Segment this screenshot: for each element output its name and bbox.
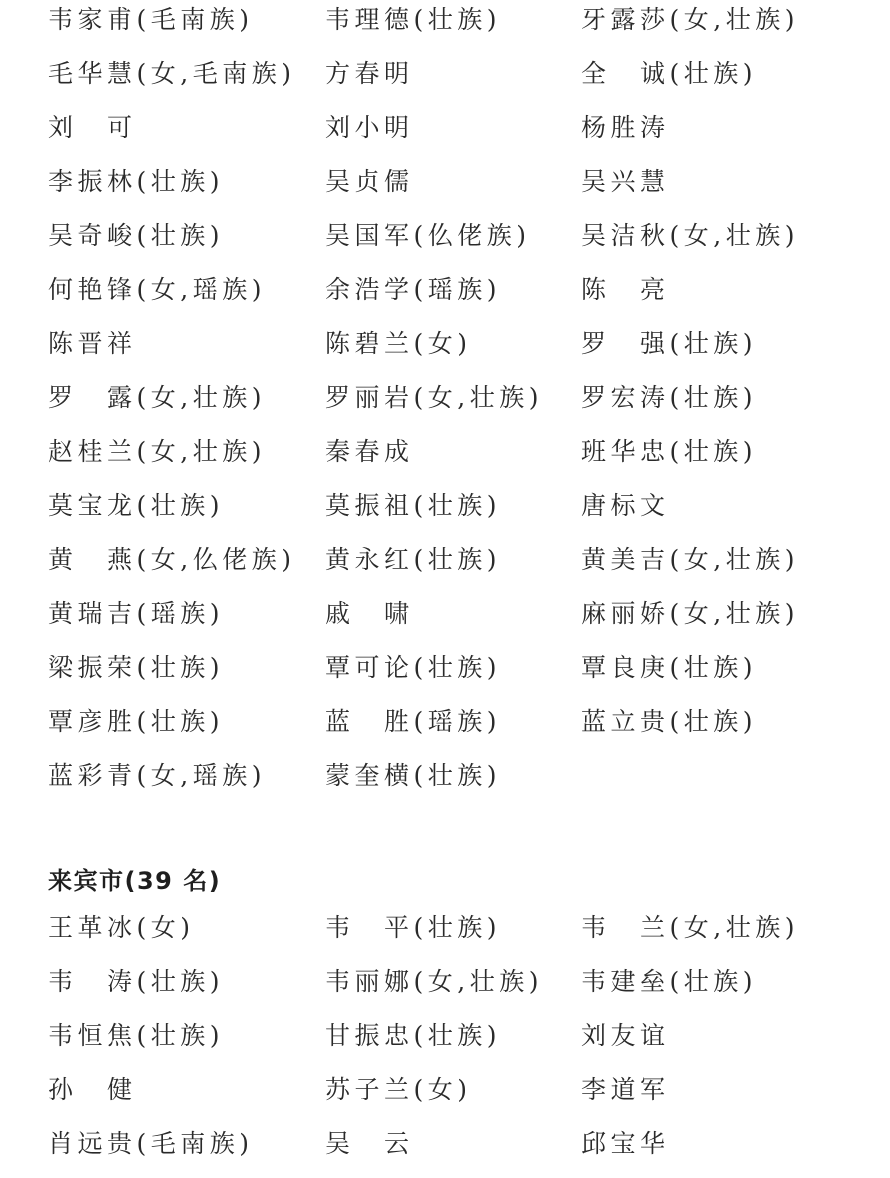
delegate-name: 戚 啸 [325,599,414,628]
delegate-name: 苏子兰(女) [325,1075,472,1104]
delegate-name: 方春明 [325,59,414,88]
delegate-name: 莫宝龙(壮族) [48,491,225,520]
delegate-name: 毛华慧(女,毛南族) [48,59,296,88]
delegate-name: 黄美吉(女,壮族) [581,545,799,574]
delegate-name: 覃良庚(壮族) [581,653,758,682]
delegate-name: 全 诚(壮族) [581,59,758,88]
delegate-name: 吴洁秋(女,壮族) [581,221,799,250]
delegate-name: 邱宝华 [581,1129,670,1158]
delegate-name: 孙 健 [48,1075,137,1104]
delegate-name: 韦恒焦(壮族) [48,1021,225,1050]
delegate-name: 陈 亮 [581,275,670,304]
delegate-name: 黄瑞吉(瑶族) [48,599,225,628]
delegate-name: 刘小明 [325,113,414,142]
delegate-name-list [48,0,890,810]
delegate-name: 杨胜涛 [581,113,670,142]
delegate-name: 韦 涛(壮族) [48,967,225,996]
delegate-name: 李道军 [581,1075,670,1104]
delegate-name: 陈碧兰(女) [325,329,472,358]
delegate-name: 王革冰(女) [48,913,195,942]
delegate-name: 覃可论(壮族) [325,653,502,682]
delegate-name: 韦理德(壮族) [325,5,502,34]
delegate-name: 韦丽娜(女,壮族) [325,967,543,996]
delegate-name: 何艳锋(女,瑶族) [48,275,266,304]
delegate-name: 韦 平(壮族) [325,913,502,942]
delegate-name: 刘友谊 [581,1021,670,1050]
delegate-name: 蓝 胜(瑶族) [325,707,502,736]
delegate-name: 韦 兰(女,壮族) [581,913,799,942]
delegate-name: 吴奇峻(壮族) [48,221,225,250]
delegate-name: 赵桂兰(女,壮族) [48,437,266,466]
delegate-name: 黄 燕(女,仫佬族) [48,545,296,574]
delegate-name: 韦家甫(毛南族) [48,5,254,34]
delegate-name: 罗 露(女,壮族) [48,383,266,412]
delegate-name: 罗丽岩(女,壮族) [325,383,543,412]
delegate-name: 蓝彩青(女,瑶族) [48,761,266,790]
delegate-name: 甘振忠(壮族) [325,1021,502,1050]
delegate-name: 吴贞儒 [325,167,414,196]
delegate-name: 覃彦胜(壮族) [48,707,225,736]
delegate-name: 唐标文 [581,491,670,520]
delegate-name: 蓝立贵(壮族) [581,707,758,736]
delegate-name: 韦建垒(壮族) [581,967,758,996]
delegate-name: 麻丽娇(女,壮族) [581,599,799,628]
delegate-name: 余浩学(瑶族) [325,275,502,304]
delegate-name: 牙露莎(女,壮族) [581,5,799,34]
delegate-name: 班华忠(壮族) [581,437,758,466]
delegate-name: 罗宏涛(壮族) [581,383,758,412]
delegate-name: 蒙奎横(壮族) [325,761,502,790]
delegate-name: 吴兴慧 [581,167,670,196]
delegate-name: 秦春成 [325,437,414,466]
delegate-name: 刘 可 [48,113,137,142]
delegate-name: 吴国军(仫佬族) [325,221,531,250]
delegate-name: 梁振荣(壮族) [48,653,225,682]
delegate-name: 莫振祖(壮族) [325,491,502,520]
delegate-name: 肖远贵(毛南族) [48,1129,254,1158]
laibin-delegate-name-list [48,908,890,1178]
delegate-name: 黄永红(壮族) [325,545,502,574]
delegate-name: 罗 强(壮族) [581,329,758,358]
delegate-name: 吴 云 [325,1129,414,1158]
delegate-name: 陈晋祥 [48,329,137,358]
section-heading-laibin: 来宾市(39 名) [48,867,222,895]
delegate-name: 李振林(壮族) [48,167,225,196]
